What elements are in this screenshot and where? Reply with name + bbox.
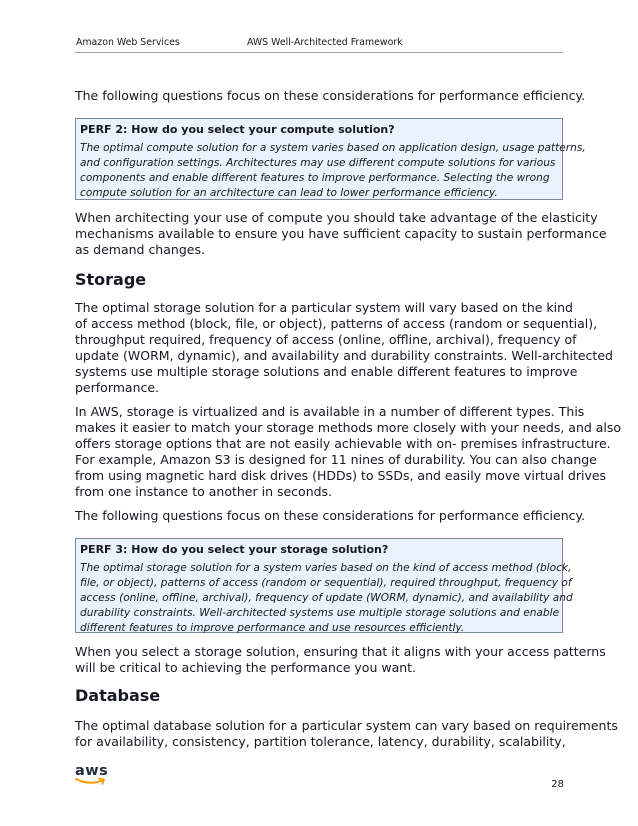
perf3-description bbox=[80, 561, 573, 636]
text-line: systems use multiple storage solutions and enable different features to improve bbox=[75, 364, 578, 379]
text-line: durability constraints. Well-architected systems use multiple storage solutions and enable bbox=[80, 607, 560, 619]
database-paragraph bbox=[75, 718, 618, 750]
text-line: for availability, consistency, partition tolerance, latency, durability, scalability, bbox=[75, 734, 566, 749]
intro-paragraph bbox=[75, 88, 586, 104]
text-line: update (WORM, dynamic), and availability and durability constraints. Well-architected bbox=[75, 348, 613, 363]
text-line: of access method (block, file, or object), patterns of access (random or sequential), bbox=[75, 316, 598, 331]
page-number: 28 bbox=[551, 779, 564, 790]
text-line: The optimal compute solution for a system varies based on application design, usage patterns, bbox=[80, 142, 586, 154]
text-line: components and enable different features to improve performance. Selecting the wrong bbox=[80, 172, 550, 184]
header-doc-title: AWS Well-Architected Framework bbox=[247, 37, 403, 48]
text-line: The optimal storage solution for a system varies based on the kind of access method (block, bbox=[80, 562, 572, 574]
storage-paragraph-3 bbox=[75, 508, 586, 524]
text-line: access (online, offline, archival), frequency of update (WORM, dynamic), and availability and bbox=[80, 592, 573, 604]
text-line: from one instance to another in seconds. bbox=[75, 484, 333, 499]
storage-select-paragraph bbox=[75, 644, 606, 676]
text-line: In AWS, storage is virtualized and is available in a number of different types. This bbox=[75, 404, 585, 419]
text-line: The optimal storage solution for a particular system will vary based on the kind bbox=[75, 300, 573, 315]
storage-heading: Storage bbox=[75, 270, 147, 289]
perf3-question-box bbox=[75, 538, 573, 634]
page-header bbox=[75, 36, 563, 53]
database-heading: Database bbox=[75, 686, 161, 705]
text-line: will be critical to achieving the performance you want. bbox=[75, 660, 417, 675]
perf3-title: PERF 3: How do you select your storage solution? bbox=[80, 543, 389, 556]
text-line: The optimal database solution for a particular system can vary based on requirements bbox=[75, 718, 618, 733]
text-line: and configuration settings. Architectures may use different compute solutions for various bbox=[80, 157, 556, 169]
perf2-title: PERF 2: How do you select your compute solution? bbox=[80, 123, 395, 136]
text-line: When you select a storage solution, ensuring that it aligns with your access patterns bbox=[75, 644, 606, 659]
text-line: When architecting your use of compute you should take advantage of the elasticity bbox=[75, 210, 598, 225]
text-line: throughput required, frequency of access (online, offline, archival), frequency of bbox=[75, 332, 577, 347]
text-line: makes it easier to match your storage methods more closely with your needs, and also bbox=[75, 420, 622, 435]
text-line: compute solution for an architecture can lead to lower performance efficiency. bbox=[80, 187, 498, 199]
perf2-description bbox=[80, 141, 586, 201]
text-line: For example, Amazon S3 is designed for 11 nines of durability. You can also change bbox=[75, 452, 597, 467]
text-line: file, or object), patterns of access (random or sequential), required throughput, frequency of bbox=[80, 577, 572, 589]
compute-paragraph bbox=[75, 210, 607, 258]
text-line: from using magnetic hard disk drives (HDDs) to SSDs, and easily move virtual drives bbox=[75, 468, 607, 483]
text-line: offers storage options that are not easily achievable with on- premises infrastructure. bbox=[75, 436, 611, 451]
storage-paragraph-2 bbox=[75, 404, 622, 500]
aws-logo bbox=[75, 764, 111, 788]
header-company: Amazon Web Services bbox=[76, 37, 180, 48]
text-line: performance. bbox=[75, 380, 160, 395]
storage-paragraph-1 bbox=[75, 300, 613, 396]
aws-smile-icon bbox=[75, 777, 111, 787]
perf2-question-box bbox=[75, 118, 586, 200]
text-line: as demand changes. bbox=[75, 242, 205, 257]
text-line: The following questions focus on these considerations for performance efficiency. bbox=[75, 508, 586, 523]
text-line: mechanisms available to ensure you have sufficient capacity to sustain performance bbox=[75, 226, 607, 241]
aws-logo-text: aws bbox=[75, 763, 109, 779]
text-line: different features to improve performance and use resources efficiently. bbox=[80, 622, 465, 634]
text-line: The following questions focus on these considerations for performance efficiency. bbox=[75, 88, 586, 103]
